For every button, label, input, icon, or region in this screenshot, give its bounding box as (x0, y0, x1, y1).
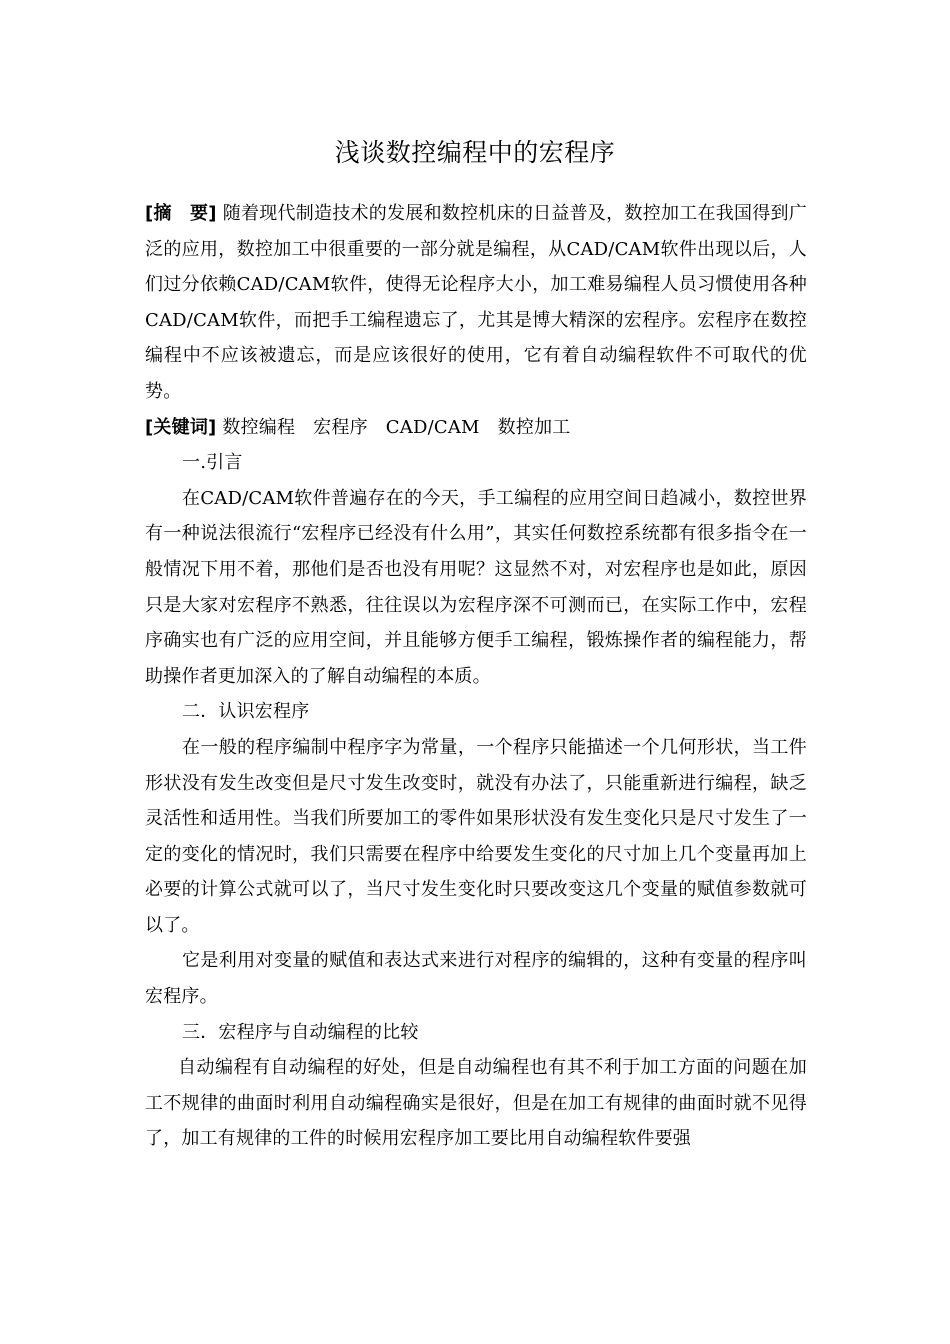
keywords-label: [关键词] (145, 416, 217, 438)
section-heading-understanding-macro: 二．认识宏程序 (182, 701, 310, 723)
keyword: 数控编程 (222, 416, 296, 438)
abstract-label: [摘 要] (145, 203, 217, 224)
section-heading-introduction: 一.引言 (182, 452, 243, 474)
understanding-paragraph-2: 它是利用对变量的赋值和表达式来进行对程序的编辑的，这种有变量的程序叫宏程序。 (145, 950, 807, 1008)
keyword: CAD/CAM (385, 416, 480, 438)
document-title: 浅谈数控编程中的宏程序 (334, 138, 616, 167)
keywords-paragraph (145, 410, 807, 446)
section-heading-comparison: 三．宏程序与自动编程的比较 (182, 1021, 419, 1043)
document-body (145, 196, 807, 1157)
abstract-text: 随着现代制造技术的发展和数控机床的日益普及，数控加工在我国得到广泛的应用，数控加工中很重要的一部分就是编程，从CAD/CAM软件出现以后，人们过分依赖CAD/CAM软件，使得无论程序大小，加工难易编程人员习惯使用各种CAD/CAM软件，而把手工编程遗忘了，尤其是博大精深的宏程序。宏程序在数控编程中不应该被遗忘，而是应该很好的使用，它有着自动编程软件不可取代的优势。 (145, 203, 807, 402)
abstract-paragraph (145, 196, 807, 410)
keyword: 宏程序 (313, 416, 368, 438)
keyword: 数控加工 (497, 416, 571, 438)
comparison-paragraph: 自动编程有自动编程的好处，但是自动编程也有其不利于加工方面的问题在加工不规律的曲面时利用自动编程确实是很好，但是在加工有规律的曲面时就不见得了，加工有规律的工件的时候用宏程序加工要比用自动编程软件要强 (145, 1057, 807, 1150)
introduction-paragraph: 在CAD/CAM软件普遍存在的今天，手工编程的应用空间日趋减小，数控世界有一种说法很流行“宏程序已经没有什么用”，其实任何数控系统都有很多指令在一般情况下用不着，那他们是否也没有用呢？这显然不对，对宏程序也是如此，原因只是大家对宏程序不熟悉，往往误以为宏程序深不可测而已，在实际工作中，宏程序确实也有广泛的应用空间，并且能够方便手工编程，锻炼操作者的编程能力，帮助操作者更加深入的了解自动编程的本质。 (145, 487, 807, 687)
understanding-paragraph-1: 在一般的程序编制中程序字为常量，一个程序只能描述一个几何形状，当工件形状没有发生改变但是尺寸发生改变时，就没有办法了，只能重新进行编程，缺乏灵活性和适用性。当我们所要加工的零件如果形状没有发生变化只是尺寸发生了一定的变化的情况时，我们只需要在程序中给要发生变化的尺寸加上几个变量再加上必要的计算公式就可以了，当尺寸发生变化时只要改变这几个变量的赋值参数就可以了。 (145, 736, 807, 936)
